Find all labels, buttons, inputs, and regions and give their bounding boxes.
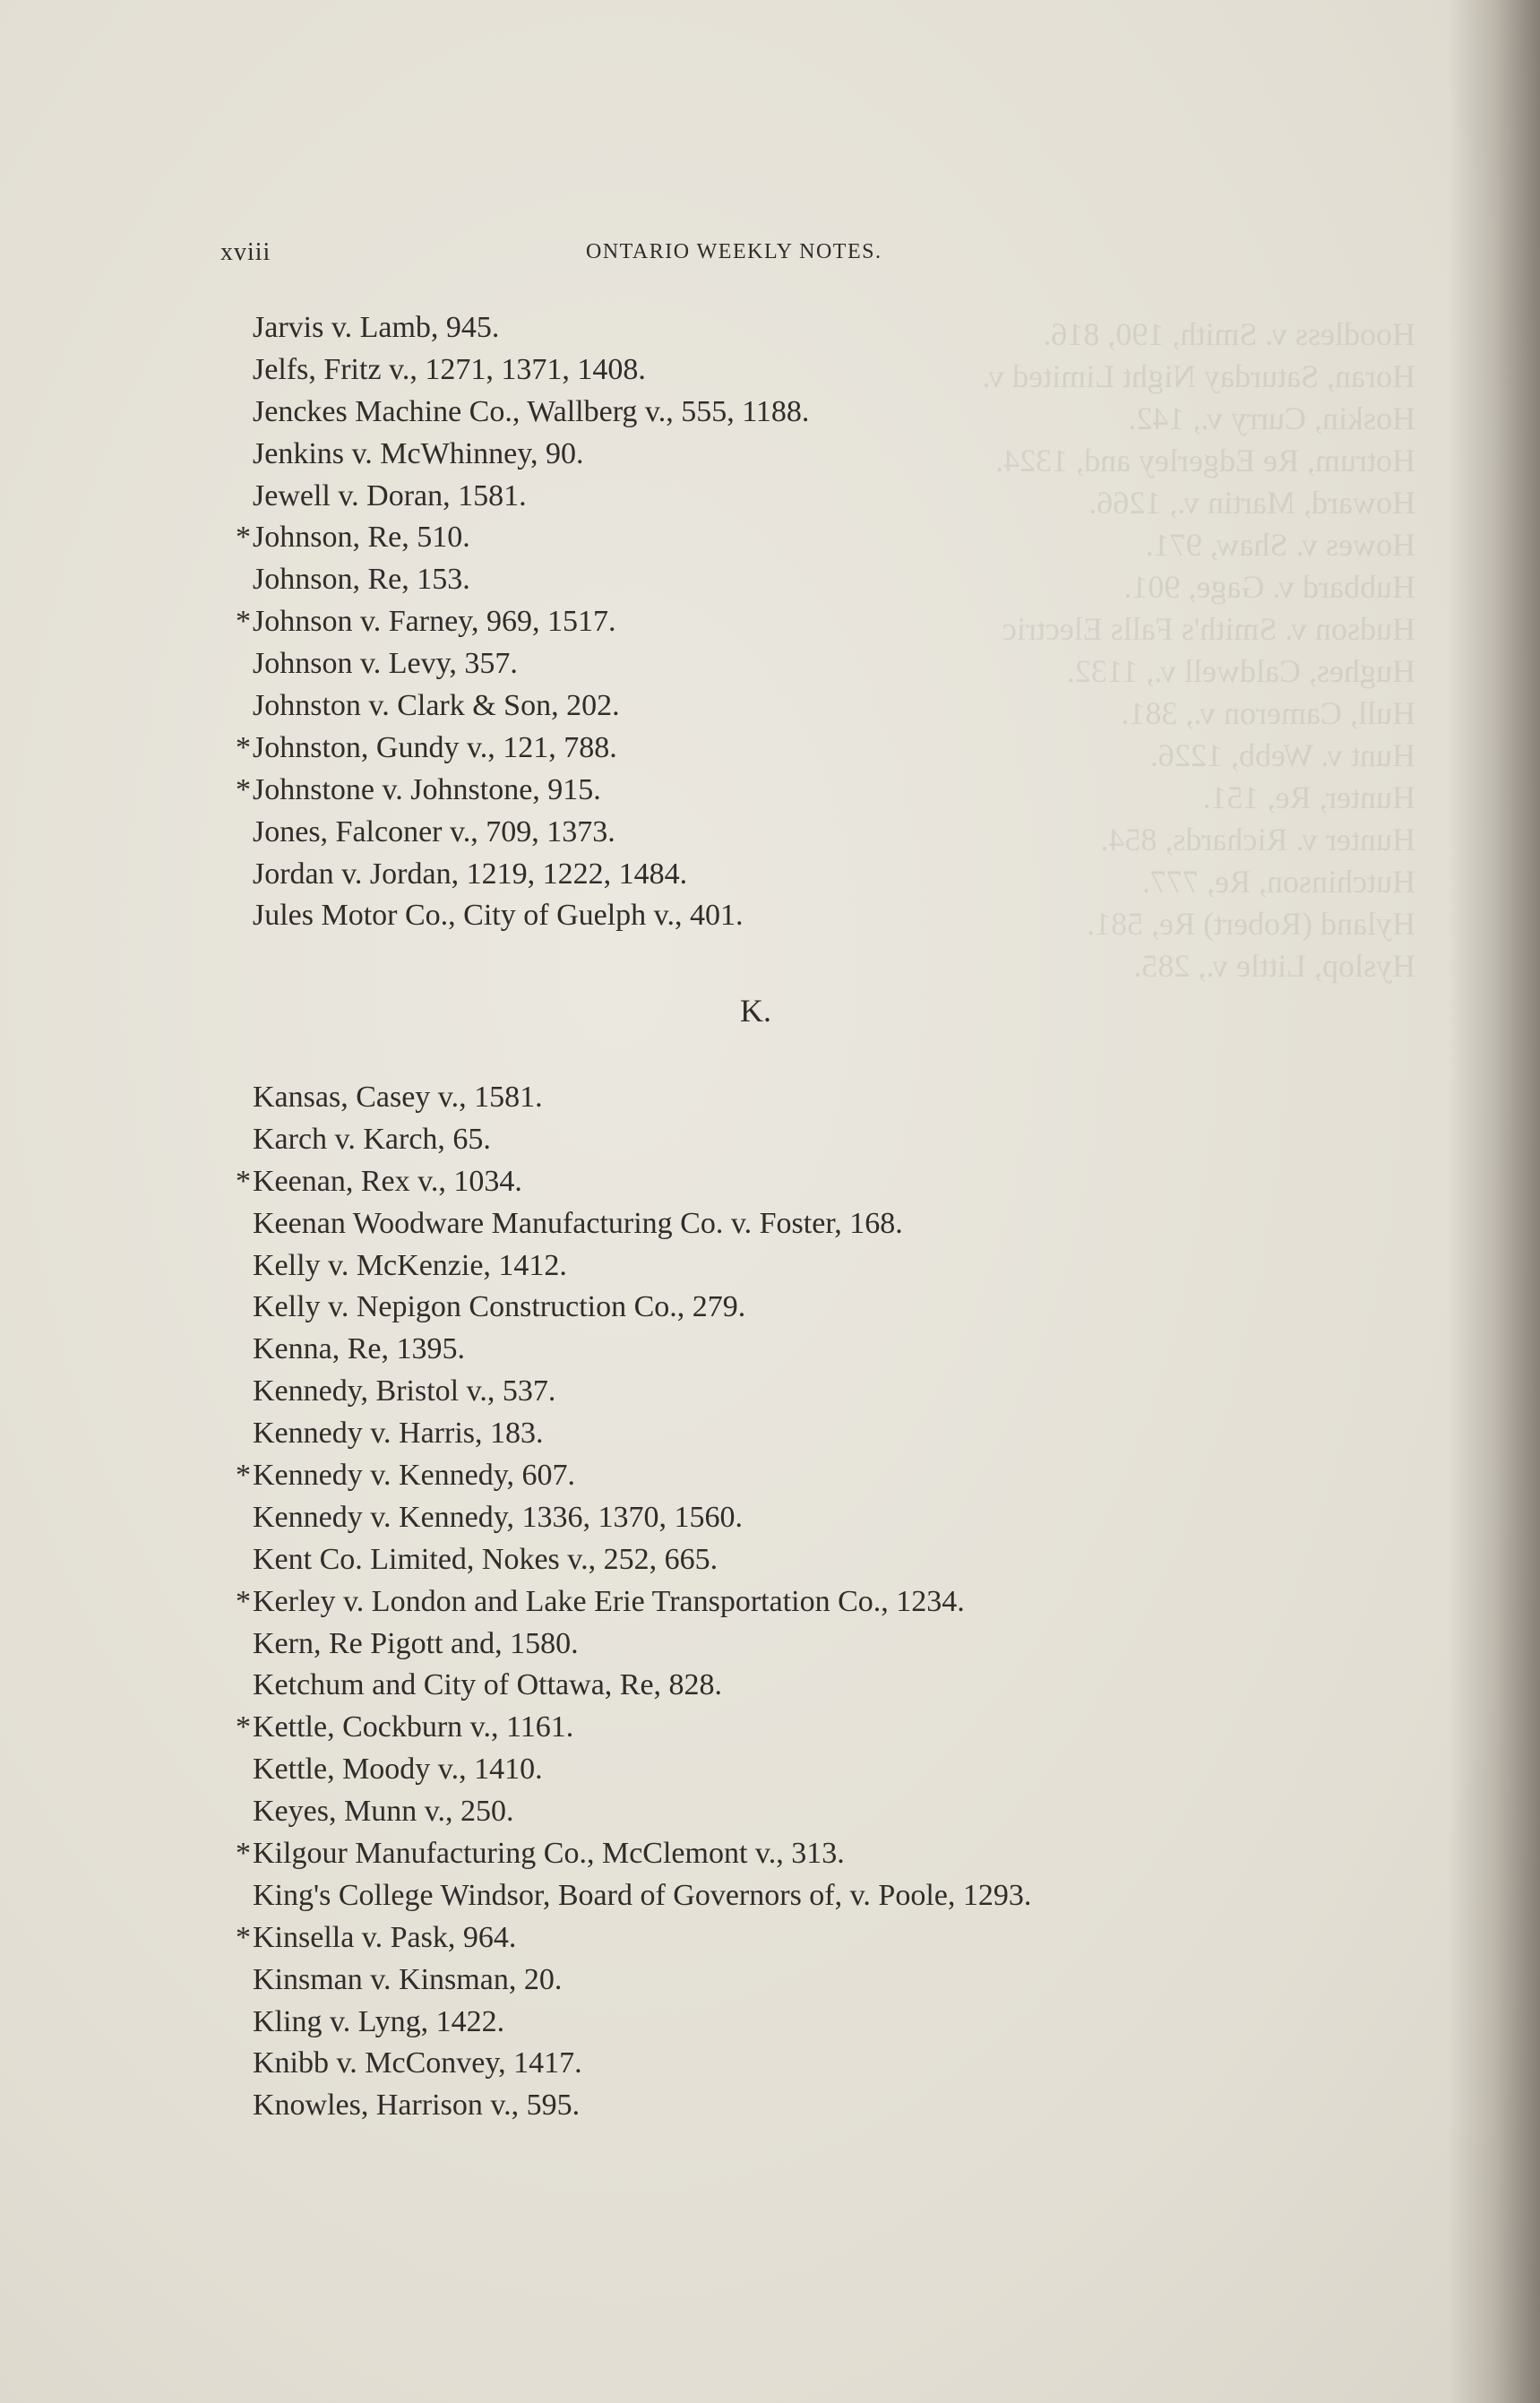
index-entry	[222, 517, 1387, 559]
entry-text: Johnston v. Clark & Son, 202.	[253, 689, 620, 723]
entry-text: Johnson, Re, 153.	[253, 563, 470, 597]
entry-text: Keyes, Munn v., 250.	[253, 1795, 514, 1829]
reported-marker: *	[236, 1584, 251, 1618]
index-section-j	[222, 307, 1387, 937]
entry-text: Jewell v. Doran, 1581.	[253, 478, 527, 512]
index-entry	[222, 601, 1387, 643]
index-entry	[222, 2043, 1387, 2085]
index-entry	[222, 1161, 1387, 1203]
index-entry	[222, 1791, 1387, 1833]
index-entry	[222, 1665, 1387, 1707]
index-entry	[222, 1833, 1387, 1875]
reported-marker: *	[236, 521, 251, 555]
entry-text: Kelly v. Nepigon Construction Co., 279.	[253, 1290, 746, 1324]
index-entry	[222, 1959, 1387, 2002]
index-entry	[222, 1203, 1387, 1245]
index-entry	[222, 434, 1387, 476]
index-entry	[222, 1119, 1387, 1161]
entry-text: Jules Motor Co., City of Guelph v., 401.	[253, 899, 744, 933]
entry-text: Jones, Falconer v., 709, 1373.	[253, 814, 615, 848]
entry-text: Keenan Woodware Manufacturing Co. v. Foster, 168.	[253, 1206, 903, 1240]
index-entry	[222, 1077, 1387, 1119]
entry-text: Johnson, Re, 510.	[253, 521, 470, 555]
entry-text: Jarvis v. Lamb, 945.	[253, 311, 500, 344]
index-entry	[222, 1539, 1387, 1581]
entry-text: Knowles, Harrison v., 595.	[253, 2089, 581, 2123]
index-entry	[222, 1875, 1387, 1917]
index-entry	[222, 392, 1387, 434]
index-entry	[222, 349, 1387, 392]
show-through-from-reverse: Hoodless v. Smith, 190, 816. Horan, Saturday Night Limited v. Hoskin, Curry v., 142. Hotrum, Re Edgerley and, 1324. Howard, Martin v., 1266. Howes v. Shaw, 971. Hubbard v. Gage, 901. Hudson v. Smith's Falls Electric Hughes, Caldwell v., 1132. Hull, Cameron v., 381. Hunt v. Webb, 1226. Hunter, Re, 151. Hunter v. Richards, 854. Hutchinson, Re, 777. Hyland (Robert) Re, 581. Hyslop, Little v., 285.	[982, 316, 1415, 984]
index-entry	[222, 1371, 1387, 1413]
index-entry	[222, 854, 1387, 896]
entry-text: Johnston, Gundy v., 121, 788.	[253, 730, 617, 764]
entry-text: Kent Co. Limited, Nokes v., 252, 665.	[253, 1542, 718, 1576]
index-entry	[222, 1455, 1387, 1497]
entry-text: Karch v. Karch, 65.	[253, 1122, 491, 1156]
running-head	[220, 238, 1116, 274]
entry-text: Kilgour Manufacturing Co., McClemont v., 313.	[253, 1837, 845, 1871]
entry-text: Kenna, Re, 1395.	[253, 1332, 466, 1366]
index-section-k	[222, 1077, 1387, 2127]
page-number: xviii	[220, 238, 271, 266]
entry-text: Kansas, Casey v., 1581.	[253, 1081, 543, 1114]
running-head-title: ONTARIO WEEKLY NOTES.	[586, 240, 882, 263]
index-entry	[222, 1624, 1387, 1666]
index-entry	[222, 307, 1387, 349]
entry-text: Kelly v. McKenzie, 1412.	[253, 1248, 567, 1282]
entry-text: Kennedy v. Harris, 183.	[253, 1417, 544, 1451]
entry-text: Kern, Re Pigott and, 1580.	[253, 1626, 579, 1660]
index-entry	[222, 559, 1387, 601]
reported-marker: *	[236, 1837, 251, 1871]
entry-text: Kennedy v. Kennedy, 607.	[253, 1459, 576, 1493]
index-entry	[222, 1287, 1387, 1329]
entry-text: Keenan, Rex v., 1034.	[253, 1164, 522, 1198]
reported-marker: *	[236, 1710, 251, 1744]
index-entry	[222, 728, 1387, 770]
reported-marker: *	[236, 1459, 251, 1493]
entry-text: King's College Windsor, Board of Governors of, v. Poole, 1293.	[253, 1878, 1032, 1912]
entry-text: Kettle, Moody v., 1410.	[253, 1753, 543, 1787]
index-entry	[222, 1329, 1387, 1371]
index-entry	[222, 895, 1387, 937]
entry-text: Kennedy, Bristol v., 537.	[253, 1374, 556, 1408]
index-entry	[222, 770, 1387, 812]
reported-marker: *	[236, 605, 251, 639]
section-heading-k: K.	[740, 993, 771, 1029]
index-entry	[222, 2002, 1387, 2044]
entry-text: Kinsella v. Pask, 964.	[253, 1920, 517, 1954]
reported-marker: *	[236, 1164, 251, 1198]
entry-text: Knibb v. McConvey, 1417.	[253, 2046, 582, 2080]
entry-text: Johnson v. Levy, 357.	[253, 647, 518, 681]
index-entry	[222, 1581, 1387, 1624]
index-entry	[222, 476, 1387, 518]
entry-text: Jenckes Machine Co., Wallberg v., 555, 1188.	[253, 394, 810, 428]
index-entry	[222, 1917, 1387, 1959]
entry-text: Kennedy v. Kennedy, 1336, 1370, 1560.	[253, 1500, 744, 1534]
index-entry	[222, 2085, 1387, 2127]
index-entry	[222, 1707, 1387, 1749]
index-entry	[222, 1245, 1387, 1288]
reported-marker: *	[236, 1920, 251, 1954]
entry-text: Kettle, Cockburn v., 1161.	[253, 1710, 574, 1744]
entry-text: Jenkins v. McWhinney, 90.	[253, 436, 584, 470]
entry-text: Kinsman v. Kinsman, 20.	[253, 1962, 563, 1996]
index-entry	[222, 1749, 1387, 1791]
entry-text: Kling v. Lyng, 1422.	[253, 2004, 505, 2038]
reported-marker: *	[236, 730, 251, 764]
index-entry	[222, 685, 1387, 728]
index-entry	[222, 1413, 1387, 1455]
entry-text: Johnstone v. Johnstone, 915.	[253, 772, 601, 806]
entry-text: Johnson v. Farney, 969, 1517.	[253, 605, 616, 639]
index-entry	[222, 812, 1387, 854]
entry-text: Ketchum and City of Ottawa, Re, 828.	[253, 1668, 723, 1702]
reported-marker: *	[236, 772, 251, 806]
index-entry	[222, 643, 1387, 685]
entry-text: Jelfs, Fritz v., 1271, 1371, 1408.	[253, 352, 646, 386]
entry-text: Kerley v. London and Lake Erie Transportation Co., 1234.	[253, 1584, 965, 1618]
entry-text: Jordan v. Jordan, 1219, 1222, 1484.	[253, 857, 688, 891]
index-entry	[222, 1497, 1387, 1539]
